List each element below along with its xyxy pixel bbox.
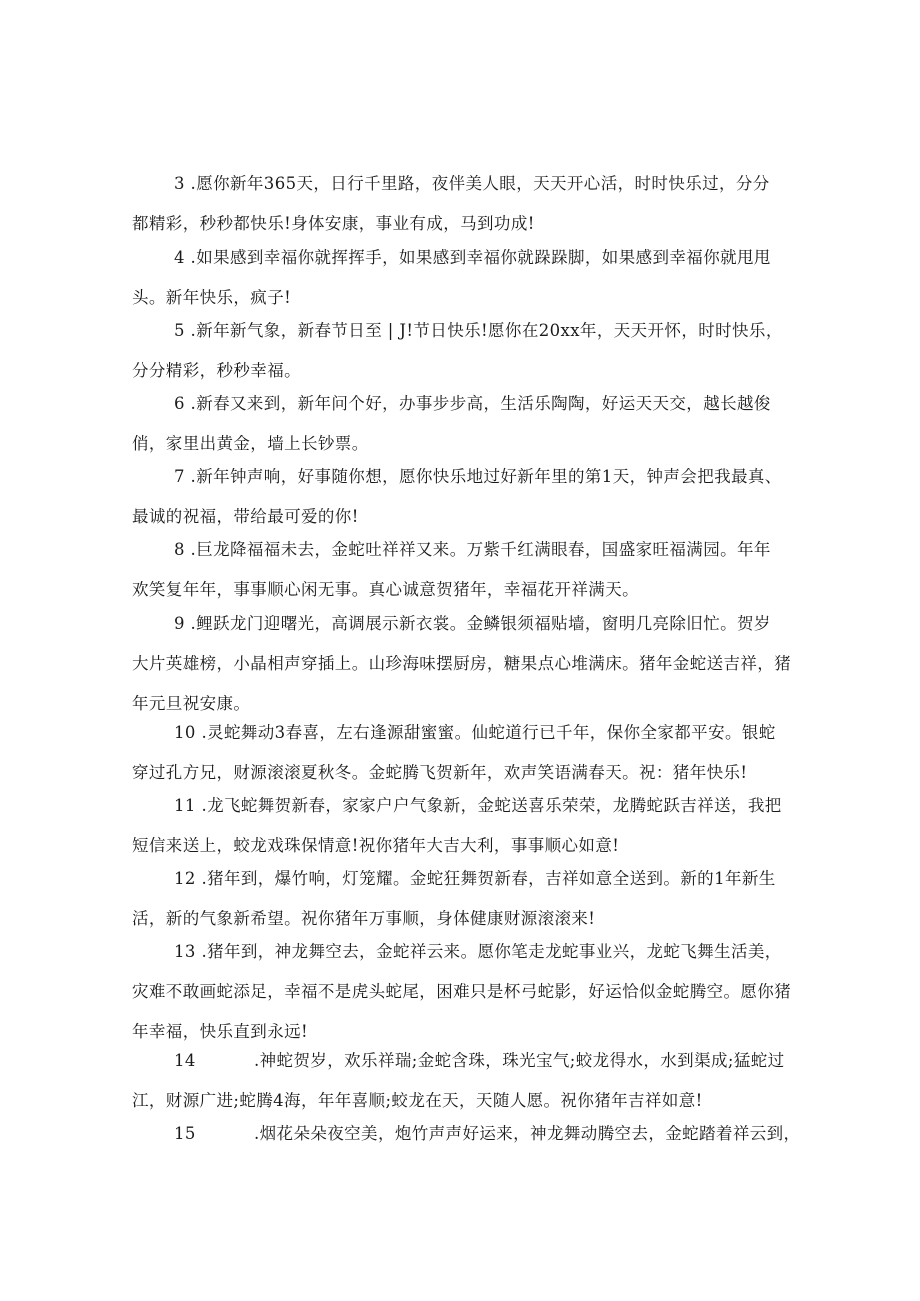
- item-number: 7: [174, 467, 185, 486]
- item-first-line: [132, 311, 797, 351]
- item-text-line: 俏，家里出黄金，墙上长钞票。: [132, 434, 369, 453]
- list-item: [132, 238, 797, 318]
- item-number: 6: [174, 394, 185, 413]
- item-first-line: [132, 457, 797, 497]
- list-item: [132, 1041, 797, 1121]
- item-number: 5: [174, 321, 185, 340]
- item-text: .鲤跃龙门迎曙光，高调展示新衣裳。金鳞银须福贴墙，窗明几亮除旧忙。贺岁: [184, 614, 771, 633]
- item-text: .龙飞蛇舞贺新春，家家户户气象新，金蛇送喜乐荣荣，龙腾蛇跃吉祥送，我把: [195, 796, 782, 815]
- list-item: [132, 713, 797, 793]
- item-number: 9: [174, 614, 185, 633]
- item-text-line: 欢笑复年年，事事顺心闲无事。真心诚意贺猪年，幸福花开祥满天。: [132, 580, 639, 599]
- item-first-line: [132, 859, 797, 899]
- item-text-line: 都精彩，秒秒都快乐!身体安康，事业有成，马到功成!: [132, 214, 535, 233]
- item-text: .新年新气象，新春节日至 | J!节日快乐!愿你在20xx年，天天开怀，时时快乐，: [184, 321, 783, 340]
- item-first-line: [132, 713, 797, 753]
- item-first-line: [132, 238, 797, 278]
- item-number: 15: [174, 1124, 196, 1143]
- item-text-line: 年幸福，快乐直到永远!: [132, 1022, 309, 1041]
- item-text-line: 最诚的祝福，带给最可爱的你!: [132, 507, 359, 526]
- item-text-line: 分分精彩，秒秒幸福。: [132, 361, 301, 380]
- item-text: .灵蛇舞动3春喜，左右逢源甜蜜蜜。仙蛇道行已千年，保你全家都平安。银蛇: [195, 723, 776, 742]
- item-text: .神蛇贺岁，欢乐祥瑞;金蛇含珠，珠光宝气;蛟龙得水，水到渠成;猛蛇过: [254, 1051, 785, 1070]
- item-text-line: 大片英雄榜，小晶相声穿插上。山珍海味摆厨房，糖果点心堆满床。猪年金蛇送吉祥，猪: [132, 654, 792, 673]
- item-first-line: [132, 530, 797, 570]
- item-text: .烟花朵朵夜空美，炮竹声声好运来，神龙舞动腾空去，金蛇踏着祥云到，: [254, 1124, 801, 1143]
- list-item: [132, 859, 797, 939]
- item-text: .猪年到，神龙舞空去，金蛇祥云来。愿你笔走龙蛇事业兴，龙蛇飞舞生活美，: [195, 942, 782, 961]
- list-item: [132, 1114, 801, 1154]
- item-text-line: 江，财源广进;蛇腾4海，年年喜顺;蛟龙在天，天随人愿。祝你猪年吉祥如意!: [132, 1091, 703, 1110]
- item-first-line: [132, 1041, 797, 1081]
- item-number: 3: [174, 174, 185, 193]
- item-number: 8: [174, 540, 185, 559]
- item-text: .新春又来到，新年问个好，办事步步高，生活乐陶陶，好运天天交，越长越俊: [184, 394, 771, 413]
- list-item: [132, 530, 797, 610]
- list-item: [132, 457, 797, 537]
- item-first-line: [132, 786, 797, 826]
- list-item: [132, 604, 797, 724]
- item-number: 11: [174, 796, 196, 815]
- list-item: [132, 384, 797, 464]
- item-text-line: 灾难不敢画蛇添足，幸福不是虎头蛇尾，困难只是杯弓蛇影，好运恰似金蛇腾空。愿你猪: [132, 982, 792, 1001]
- item-text: .如果感到幸福你就挥挥手，如果感到幸福你就跺跺脚，如果感到幸福你就甩甩: [184, 248, 771, 267]
- item-number: 14: [174, 1051, 196, 1070]
- item-text: .猪年到，爆竹响，灯笼耀。金蛇狂舞贺新春，吉祥如意全送到。新的1年新生: [195, 869, 776, 888]
- item-first-line: [132, 604, 797, 644]
- item-text-line: 短信来送上，蛟龙戏珠保情意!祝你猪年大吉大利，事事顺心如意!: [132, 836, 620, 855]
- item-text-line: 穿过孔方兄，财源滚滚夏秋冬。金蛇腾飞贺新年，欢声笑语满春天。祝：猪年快乐!: [132, 763, 748, 782]
- item-number: 10: [174, 723, 196, 742]
- item-first-line: [132, 384, 797, 424]
- list-item: [132, 786, 797, 866]
- item-text-line: 头。新年快乐，疯子!: [132, 288, 292, 307]
- list-item: [132, 311, 797, 391]
- item-number: 13: [174, 942, 196, 961]
- item-first-line: [132, 932, 797, 972]
- list-item: [132, 164, 797, 244]
- item-number: 12: [174, 869, 196, 888]
- item-first-line: [132, 1114, 801, 1154]
- item-number: 4: [174, 248, 185, 267]
- item-text: .巨龙降福福未去，金蛇吐祥祥又来。万紫千红满眼春，国盛家旺福满园。年年: [184, 540, 771, 559]
- item-text-line: 年元旦祝安康。: [132, 694, 251, 713]
- item-text: .愿你新年365天，日行千里路，夜伴美人眼，天天开心活，时时快乐过，分分: [184, 174, 770, 193]
- item-first-line: [132, 164, 797, 204]
- item-text: .新年钟声响，好事随你想，愿你快乐地过好新年里的第1天，钟声会把我最真、: [184, 467, 782, 486]
- list-item: [132, 932, 797, 1052]
- item-text-line: 活，新的气象新希望。祝你猪年万事顺，身体健康财源滚滚来!: [132, 909, 596, 928]
